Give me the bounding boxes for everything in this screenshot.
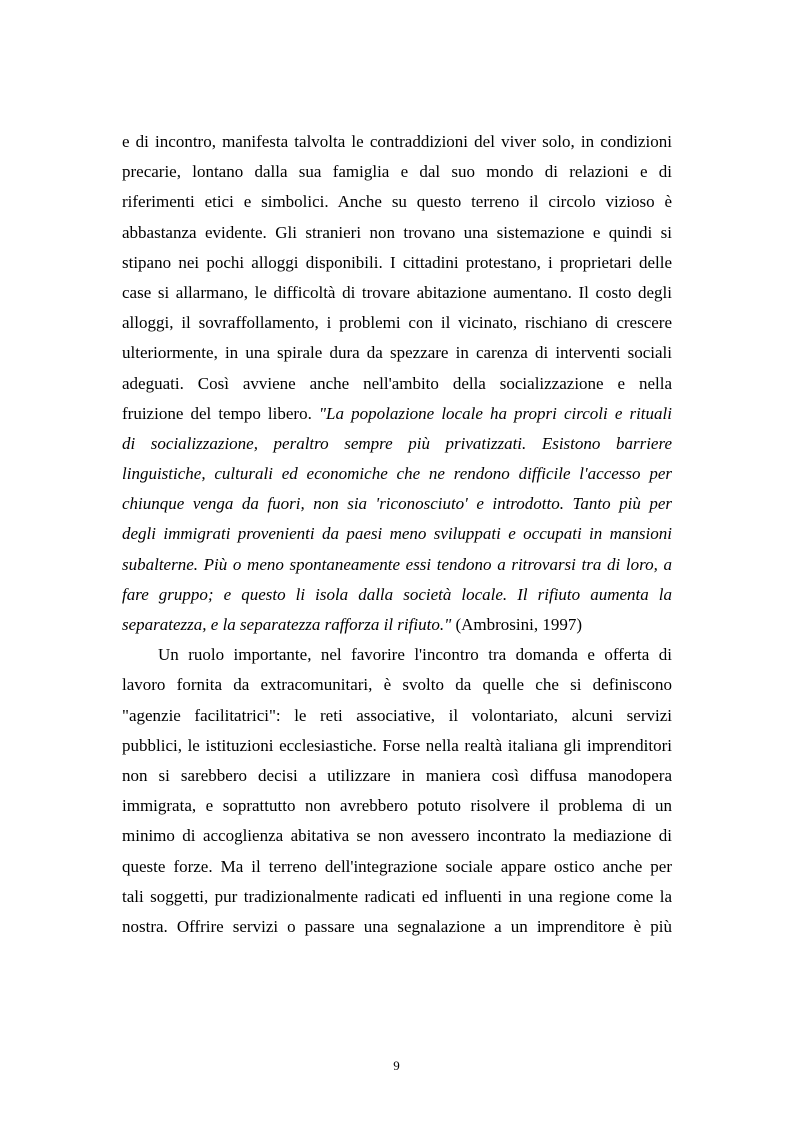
quoted-text: subalterne. Più o meno spontaneamente essi tendono a ritrovarsi tra di loro, a <box>122 554 672 574</box>
text-line <box>122 459 672 489</box>
text-segment: ulteriormente, in una spirale dura da spezzare in carenza di interventi sociali <box>122 343 672 363</box>
quoted-text: fare gruppo; e questo li isola dalla società locale. Il rifiuto aumenta la <box>122 584 672 604</box>
text-segment: tali soggetti, pur tradizionalmente radicati ed influenti in una regione come la <box>122 886 672 906</box>
text-line <box>122 127 672 157</box>
text-segment: case si allarmano, le difficoltà di trovare abitazione aumentano. Il costo degli <box>122 282 672 302</box>
text-segment: precarie, lontano dalla sua famiglia e dal suo mondo di relazioni e di <box>122 162 672 182</box>
text-line <box>122 187 672 217</box>
text-line <box>122 701 672 731</box>
quoted-text: degli immigrati provenienti da paesi meno sviluppati e occupati in mansioni <box>122 524 672 544</box>
text-line <box>122 489 672 519</box>
text-segment: minimo di accoglienza abitativa se non avessero incontrato la mediazione di <box>122 826 672 846</box>
text-segment: stipano nei pochi alloggi disponibili. I cittadini protestano, i proprietari delle <box>122 252 672 272</box>
text-segment: pubblici, le istituzioni ecclesiastiche. Forse nella realtà italiana gli imprenditori <box>122 735 672 755</box>
text-line <box>122 731 672 761</box>
quoted-text: "La popolazione locale ha propri circoli e rituali <box>318 403 672 423</box>
text-line <box>122 761 672 791</box>
text-segment: e di incontro, manifesta talvolta le contraddizioni del viver solo, in condizioni <box>122 132 672 151</box>
text-segment: adeguati. Così avviene anche nell'ambito della socializzazione e nella <box>122 373 672 393</box>
text-line <box>122 369 672 399</box>
text-segment: riferimenti etici e simbolici. Anche su questo terreno il circolo vizioso è <box>122 192 672 212</box>
text-segment: abbastanza evidente. Gli stranieri non trovano una sistemazione e quindi si <box>122 222 672 242</box>
text-line <box>122 821 672 851</box>
quoted-text: linguistiche, culturali ed economiche che ne rendono difficile l'accesso per <box>122 464 672 484</box>
text-line <box>122 308 672 338</box>
text-segment: queste forze. Ma il terreno dell'integrazione sociale appare ostico anche per <box>122 856 672 876</box>
text-line <box>122 670 672 700</box>
text-line <box>122 429 672 459</box>
text-line <box>122 338 672 368</box>
text-line <box>122 278 672 308</box>
text-line <box>122 580 672 610</box>
text-segment: nostra. Offrire servizi o passare una segnalazione a un imprenditore è più <box>122 916 672 936</box>
text-line <box>122 791 672 821</box>
text-line <box>122 640 672 670</box>
text-segment: "agenzie facilitatrici": le reti associative, il volontariato, alcuni servizi <box>122 705 672 725</box>
paragraph <box>122 640 672 942</box>
text-line <box>122 399 672 429</box>
text-line <box>122 912 672 942</box>
text-line <box>122 882 672 912</box>
text-segment: Un ruolo importante, nel favorire l'incontro tra domanda e offerta di <box>158 645 672 665</box>
quoted-text: di socializzazione, peraltro sempre più privatizzati. Esistono barriere <box>122 433 672 453</box>
text-line <box>122 218 672 248</box>
text-line <box>122 519 672 549</box>
text-segment: non si sarebbero decisi a utilizzare in maniera così diffusa manodopera <box>122 765 672 785</box>
text-segment: alloggi, il sovraffollamento, i problemi con il vicinato, rischiano di crescere <box>122 313 672 333</box>
text-segment: lavoro fornita da extracomunitari, è svolto da quelle che si definiscono <box>122 675 672 695</box>
text-line <box>122 248 672 278</box>
text-line <box>122 157 672 187</box>
body-text <box>122 127 672 942</box>
quoted-text: separatezza, e la separatezza rafforza il rifiuto." <box>122 615 452 634</box>
text-segment: fruizione del tempo libero. <box>122 403 319 423</box>
paragraph <box>122 127 672 640</box>
page-number: 9 <box>393 1058 400 1073</box>
quoted-text: chiunque venga da fuori, non sia 'riconosciuto' e introdotto. Tanto più per <box>122 494 672 514</box>
text-segment: immigrata, e soprattutto non avrebbero potuto risolvere il problema di un <box>122 796 672 816</box>
text-segment: (Ambrosini, 1997) <box>451 615 583 634</box>
text-line <box>122 610 672 640</box>
text-line <box>122 852 672 882</box>
text-line <box>122 550 672 580</box>
